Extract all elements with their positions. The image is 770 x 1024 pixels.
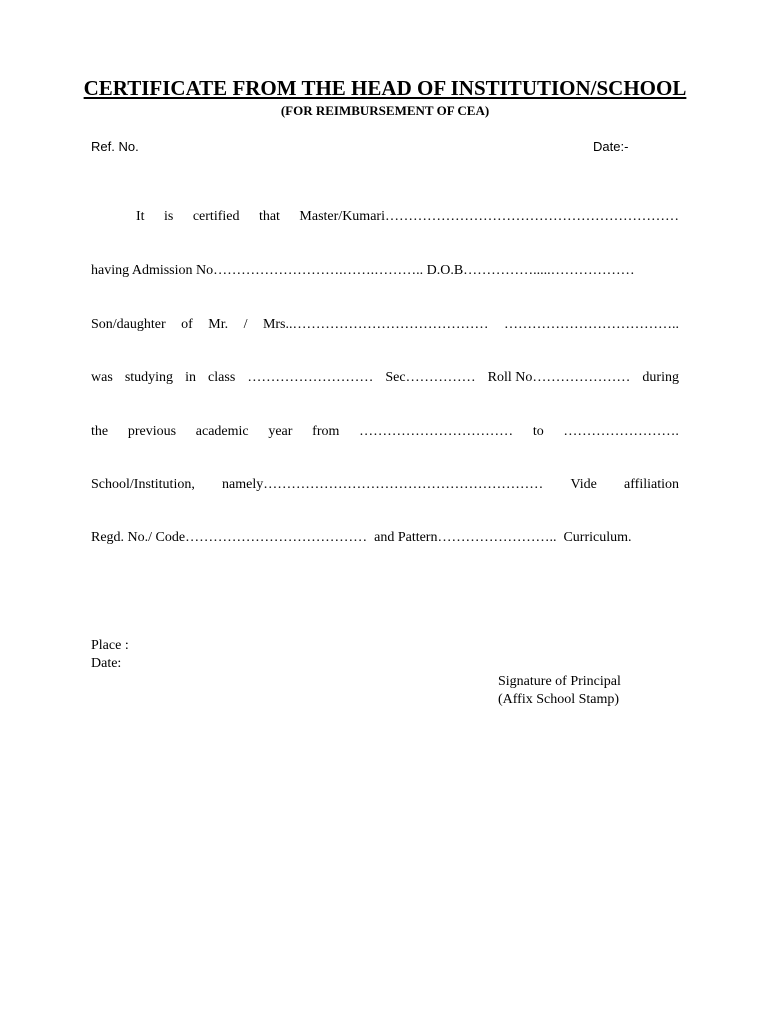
word: is <box>164 209 174 224</box>
word: Mr. <box>208 317 229 332</box>
word: year <box>268 424 293 439</box>
word: of <box>181 317 193 332</box>
section-blank: Sec…………… <box>385 370 476 385</box>
word: was <box>91 370 113 385</box>
place-date-block <box>91 637 129 673</box>
word: from <box>312 424 340 439</box>
certificate-subtitle: (FOR REIMBURSEMENT OF CEA) <box>280 103 490 118</box>
roll-no-blank: Roll No………………… <box>487 370 631 385</box>
date-label-bottom: Date: <box>91 656 122 671</box>
signature-block <box>498 673 621 709</box>
body-line-6 <box>91 477 679 493</box>
word: School/Institution, <box>91 477 195 492</box>
body-line-4 <box>91 370 679 386</box>
place-label: Place : <box>91 638 129 653</box>
year-to-blank: ……………………. <box>563 424 679 439</box>
regd-code-pattern-text: Regd. No./ Code………………………………… and Pattern…………………….. Curriculum. <box>91 530 632 545</box>
word: academic <box>195 424 249 439</box>
word: studying <box>124 370 174 385</box>
word: / <box>243 317 248 332</box>
word: previous <box>127 424 177 439</box>
year-from-blank: …………………………… <box>359 424 514 439</box>
word: that <box>258 209 280 224</box>
word: class <box>208 370 236 385</box>
word: to <box>532 424 544 439</box>
word: Son/daughter <box>91 317 166 332</box>
name-blank: Master/Kumari……………………………………………………… <box>299 209 679 224</box>
ref-no-label: Ref. No. <box>91 139 139 154</box>
word: affiliation <box>624 477 679 492</box>
admission-dob-text: having Admission No……………………….…….……….. D.O.B…………….....……………… <box>91 263 635 278</box>
word: during <box>642 370 679 385</box>
body-line-3 <box>91 317 679 333</box>
certificate-title: CERTIFICATE FROM THE HEAD OF INSTITUTION/SCHOOL <box>83 76 687 100</box>
body-line-1 <box>136 209 679 225</box>
word: It <box>136 209 145 224</box>
word: certified <box>192 209 240 224</box>
parent-blank-2: ……………………………….. <box>503 317 679 332</box>
class-blank: ……………………… <box>247 370 374 385</box>
parent-blank: Mrs..…………………………………… <box>262 317 489 332</box>
word: the <box>91 424 109 439</box>
stamp-label: (Affix School Stamp) <box>498 692 620 707</box>
date-label-top: Date:- <box>593 139 629 154</box>
word: in <box>185 370 196 385</box>
body-line-2 <box>91 263 679 279</box>
body-line-5 <box>91 424 679 440</box>
signature-label: Signature of Principal <box>498 674 621 689</box>
school-name-blank: namely…………………………………………………… <box>222 477 544 492</box>
body-line-7 <box>91 530 679 546</box>
word: Vide <box>570 477 597 492</box>
